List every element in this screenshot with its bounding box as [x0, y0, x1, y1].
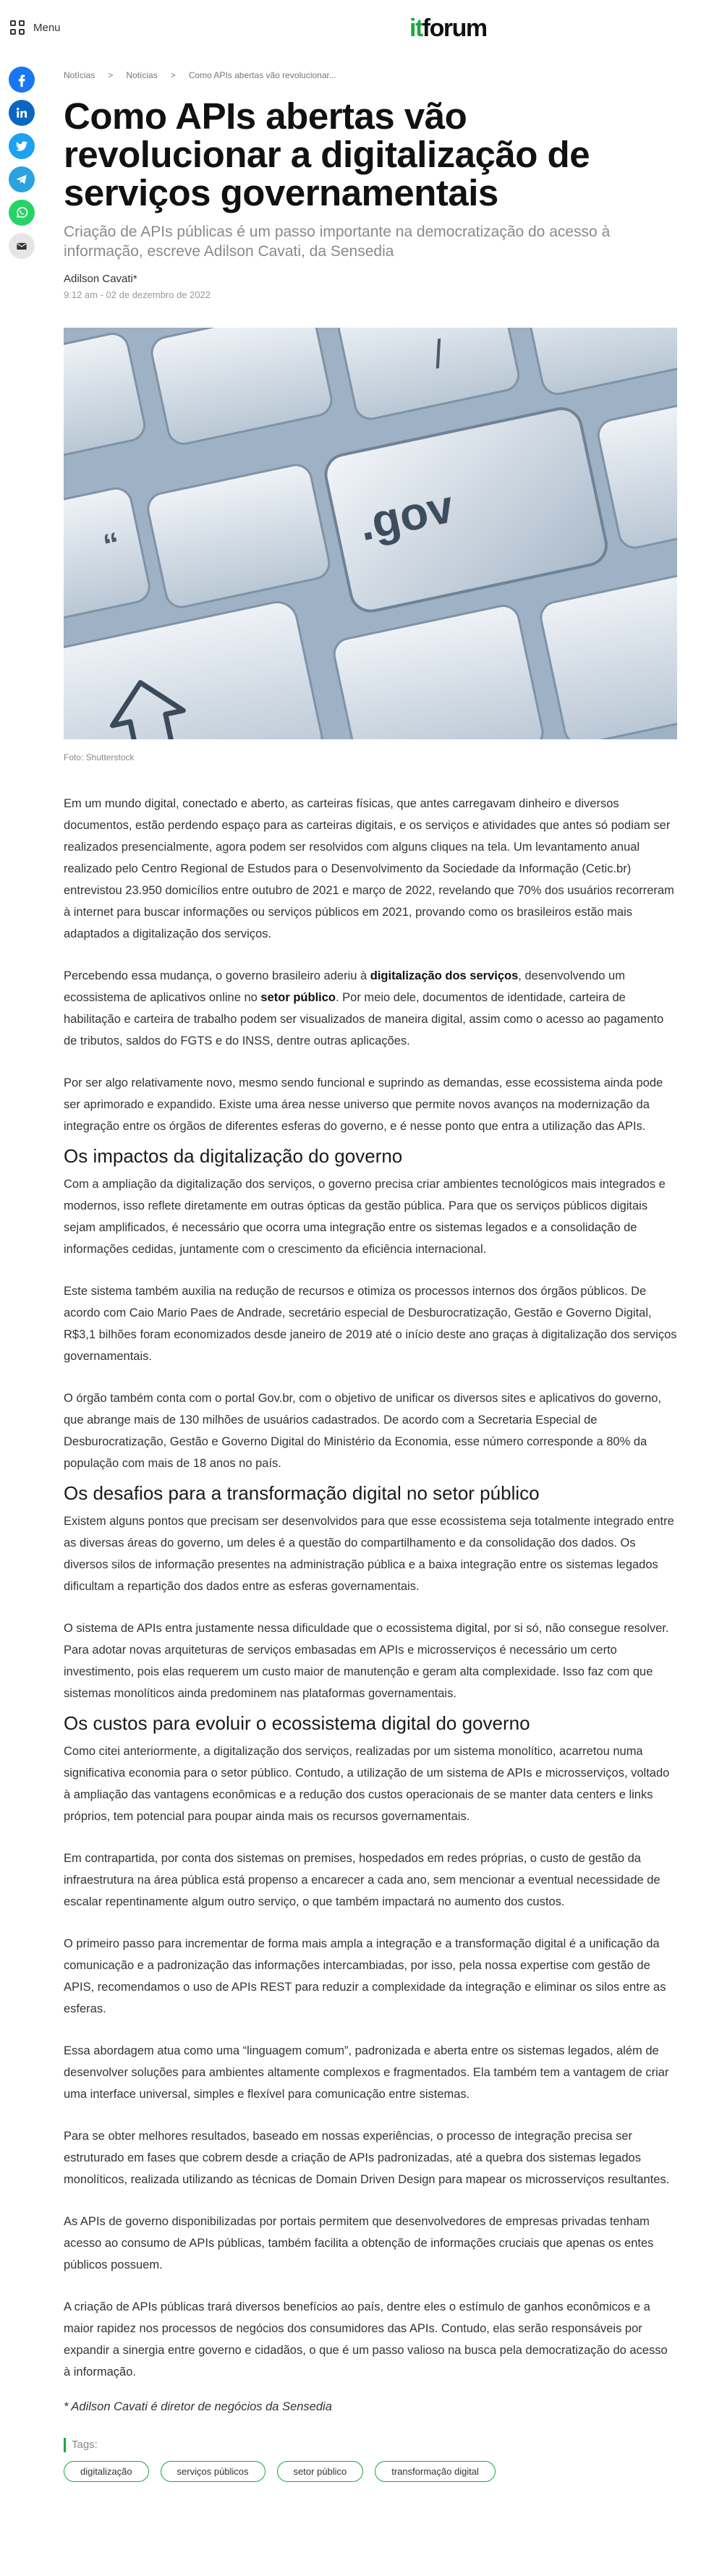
paragraph: Em contrapartida, por conta dos sistemas on premises, hospedados em redes próprias, o custo de gestão da infraestrutura na área pública está propenso a encarecer a cada ano, sem mencionar a eventual necessidade de escalar repentinamente algum outro serviço, o que também impactará no aumento dos custos.	[64, 1852, 660, 1908]
menu-grid-icon	[10, 20, 25, 35]
menu-label: Menu	[33, 21, 61, 34]
twitter-share-button[interactable]	[9, 133, 35, 159]
section-heading: Os desafios para a transformação digital no setor público	[64, 1482, 540, 1504]
article-title: Como APIs abertas vão revolucionar a digitalização de serviços governamentais	[64, 95, 590, 213]
paragraph: O primeiro passo para incrementar de forma mais ampla a integração e a transformação digital é a unificação da comunicação e a padronização das informações intercambiadas, por isso, pela nossa expertise com gestão de APIS, recomendamos o uso de APIs REST para reduzir a complexidade da integração e eliminar os silos entre as esferas.	[64, 1937, 666, 2015]
breadcrumb	[64, 67, 677, 84]
breadcrumb-item-noticias[interactable]: Notícias	[64, 70, 95, 80]
twitter-icon	[14, 139, 29, 153]
paragraph: Como citei anteriormente, a digitalização dos serviços, realizadas por um sistema monolítico, acarretou numa significativa economia para o setor público. Contudo, a utilização de um sistema de APIs e microsserviços, voltado à ampliação das vantagens econômicas e a redução dos custos operacionais de se manter data centers e links próprios, tem potencial para poupar ainda mais os recursos governamentais.	[64, 1745, 670, 1823]
linkedin-share-button[interactable]	[9, 100, 35, 126]
breadcrumb-separator: >	[170, 70, 176, 80]
article-subtitle: Criação de APIs públicas é um passo importante na democratização do acesso à informação, escreve Adilson Cavati, da Sensedia	[64, 224, 611, 260]
breadcrumb-separator: >	[108, 70, 114, 80]
author-signature: * Adilson Cavati é diretor de negócios da Sensedia	[64, 2400, 332, 2413]
tag-servicos-publicos[interactable]: serviços públicos	[161, 2461, 265, 2482]
keyboard-gov-illustration	[64, 328, 677, 739]
paragraph	[64, 965, 677, 1052]
bold-link-setor-publico[interactable]: setor público	[260, 991, 336, 1004]
email-icon	[14, 239, 29, 253]
section-heading: Os custos para evoluir o ecossistema digital do governo	[64, 1712, 530, 1734]
linkedin-icon	[14, 106, 29, 120]
article-author: Adilson Cavati*	[64, 273, 137, 285]
tag-transformacao-digital[interactable]: transformação digital	[375, 2461, 496, 2482]
svg-text:/: /	[428, 332, 449, 377]
article-body	[64, 793, 677, 2418]
share-rail	[9, 67, 35, 259]
paragraph: O órgão também conta com o portal Gov.br, com o objetivo de unificar os diversos sites e aplicativos do governo, que abrange mais de 130 milhões de usuários cadastrados. De acordo com a Secretaria Especial de Desburocratização, Gestão e Governo Digital do Ministério da Economia, esse número corresponde a 80% da população com mais de 18 anos no país.	[64, 1392, 662, 1470]
paragraph: Com a ampliação da digitalização dos serviços, o governo precisa criar ambientes tecnológicos mais integrados e modernos, isso reflete diretamente em outras ópticas da gestão pública. Para que os serviços públicos digitais sejam amplificados, é necessário que ocorra uma integração entre os sistemas legados e a consolidação de informações cedidas, juntamente com o crescimento da eficiência internacional.	[64, 1178, 666, 1256]
article-date: 9:12 am - 02 de dezembro de 2022	[64, 289, 211, 300]
breadcrumb-item-noticias-2[interactable]: Notícias	[126, 70, 158, 80]
section-heading: Os impactos da digitalização do governo	[64, 1145, 403, 1167]
paragraph-text: , desenvolvendo um ecossistema de aplicativos online no	[64, 969, 625, 1004]
paragraph: As APIs de governo disponibilizadas por portais permitem que desenvolvedores de empresas privadas tenham acesso ao consumo de APIs públicas, também facilita a obtenção de informações cruciais que apenas os entes públicos possuem.	[64, 2215, 654, 2271]
whatsapp-icon	[14, 205, 29, 220]
paragraph: Em um mundo digital, conectado e aberto, as carteiras físicas, que antes carregavam dinheiro e diversos documentos, estão perdendo espaço para as carteiras digitais, e os serviços e atividades que antes só podiam ser realizados presencialmente, agora podem ser resolvidos com alguns cliques na tela. Um levantamento anual realizado pelo Centro Regional de Estudos para o Desenvolvimento da Sociedade da Informação (Cetic.br) entrevistou 23.950 domicílios entre outubro de 2021 e março de 2022, revelando que 70% dos usuários recorreram à internet para buscar informações ou serviços públicos em 2021, provando como os brasileiros estão mais adaptados a digitalização dos serviços.	[64, 797, 674, 940]
article	[64, 67, 677, 2482]
telegram-share-button[interactable]	[9, 166, 35, 192]
paragraph-text: Percebendo essa mudança, o governo brasileiro aderiu à	[64, 969, 370, 982]
paragraph: Existem alguns pontos que precisam ser desenvolvidos para que esse ecossistema seja totalmente integrado entre as diversas áreas do governo, um deles é a questão do compartilhamento e da consolidação dos dados. Os diversos silos de informação presentes na administração pública e a baixa integração entre os sistemas legados dificultam a repartição dos dados entre as esferas governamentais.	[64, 1515, 674, 1593]
tag-list	[64, 2461, 677, 2482]
tag-setor-publico[interactable]: setor público	[277, 2461, 364, 2482]
itforum-logo[interactable]	[409, 14, 487, 43]
bold-link-digitalizacao[interactable]: digitalização dos serviços	[370, 969, 519, 982]
paragraph: Essa abordagem atua como uma “linguagem comum”, padronizada e aberta entre os sistemas legados, além de desenvolver soluções para ambientes altamente complexos e fragmentados. Ela também tem a vantagem de criar uma interface universal, simples e flexível para comunicação entre sistemas.	[64, 2044, 669, 2101]
email-share-button[interactable]	[9, 233, 35, 259]
gov-key-label: .gov	[354, 480, 459, 551]
svg-text:“: “	[100, 525, 124, 564]
telegram-icon	[14, 172, 29, 187]
breadcrumb-current: Como APIs abertas vão revolucionar...	[188, 70, 336, 80]
menu-button[interactable]	[10, 20, 61, 35]
whatsapp-share-button[interactable]	[9, 200, 35, 226]
top-bar	[0, 0, 701, 59]
image-caption: Foto: Shutterstock	[64, 752, 135, 762]
paragraph: Por ser algo relativamente novo, mesmo sendo funcional e suprindo as demandas, esse ecossistema ainda pode ser aprimorado e expandido. Existe uma área nesse universo que permite novos avanços na modernização da integração entre os órgãos de diferentes esferas do governo, e é nesse ponto que entra a utilização das APIs.	[64, 1076, 663, 1133]
facebook-icon	[14, 72, 29, 87]
facebook-share-button[interactable]	[9, 67, 35, 93]
hero-image	[64, 328, 677, 739]
paragraph-text: . Por meio dele, documentos de identidade, carteira de habilitação e carteira de trabalho podem ser visualizados de maneira digital, assim como o acesso ao pagamento de tributos, saldos do FGTS e do INSS, dentre outras aplicações.	[64, 991, 664, 1047]
tag-digitalizacao[interactable]: digitalização	[64, 2461, 149, 2482]
logo-it: it	[409, 14, 422, 42]
paragraph: A criação de APIs públicas trará diversos benefícios ao país, dentre eles o estímulo de ganhos econômicos e a maior rapidez nos processos de negócios dos consumidores das APIs. Contudo, elas serão responsáveis por expandir a sinergia entre governo e cidadãos, o que é um passo valioso na busca pela democratização do acesso à informação.	[64, 2300, 668, 2379]
paragraph: Para se obter melhores resultados, baseado em nossas experiências, o processo de integração precisa ser estruturado em fases que cobrem desde a criação de APIs padronizadas, até a quebra dos sistemas legados monolíticos, realizada utilizando as técnicas de Domain Driven Design para mapear os microsserviços resultantes.	[64, 2130, 670, 2186]
tags-label: Tags:	[64, 2438, 677, 2452]
paragraph: Este sistema também auxilia na redução de recursos e otimiza os processos internos dos órgãos públicos. De acordo com Caio Mario Paes de Andrade, secretário especial de Desburocratização, Gestão e Governo Digital, R$3,1 bilhões foram economizados desde janeiro de 2019 até o início deste ano graças à digitalização dos serviços governamentais.	[64, 1285, 677, 1363]
paragraph: O sistema de APIs entra justamente nessa dificuldade que o ecossistema digital, por si só, não consegue resolver. Para adotar novas arquiteturas de serviços embasadas em APIs e microsserviços é necessário um certo investimento, pois elas requerem um custo maior de manutenção e geram alta complexidade. Isso faz com que sistemas monolíticos ainda predominem nas plataformas governamentais.	[64, 1622, 669, 1700]
logo-forum: forum	[422, 14, 487, 42]
